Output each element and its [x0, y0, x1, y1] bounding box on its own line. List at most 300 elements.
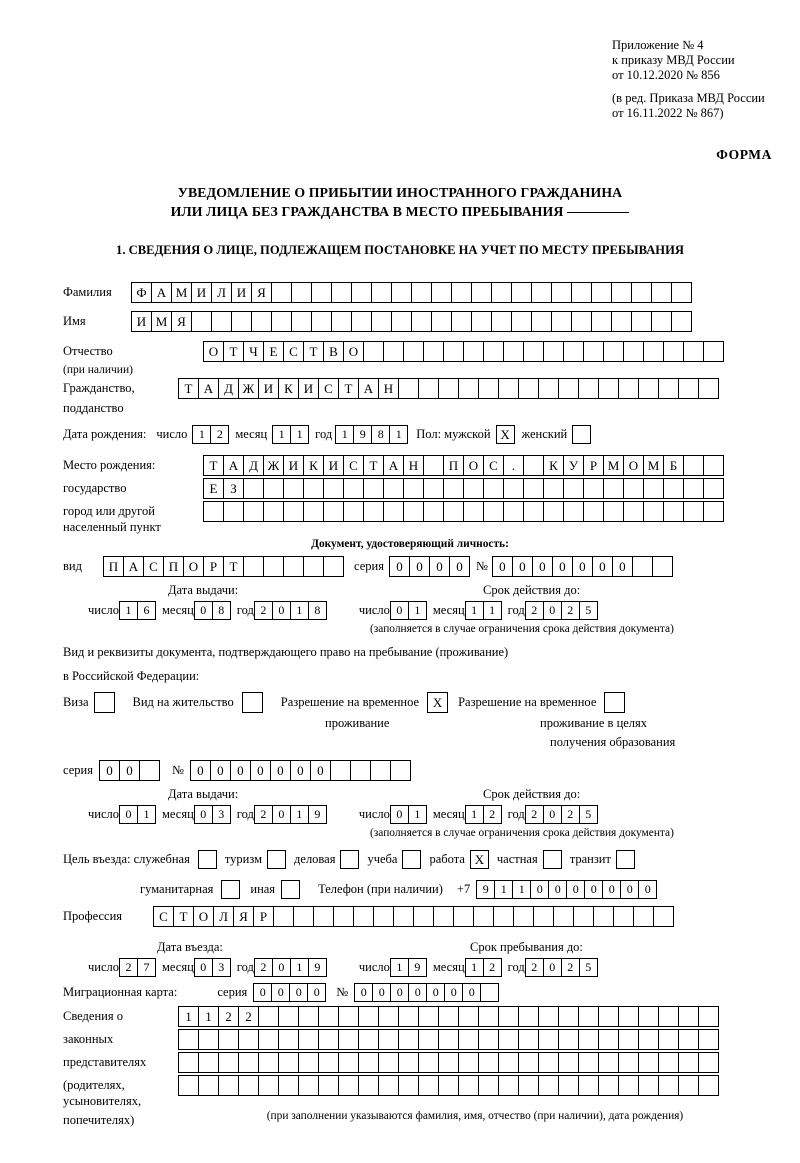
- char-cell[interactable]: И: [131, 311, 152, 332]
- char-cell[interactable]: 1: [137, 805, 156, 824]
- char-cell[interactable]: 0: [390, 601, 409, 620]
- char-cell[interactable]: О: [203, 341, 224, 362]
- char-cell[interactable]: 9: [353, 425, 372, 444]
- char-cell[interactable]: [403, 478, 424, 499]
- char-cell[interactable]: [318, 1006, 339, 1027]
- char-cell[interactable]: [558, 378, 579, 399]
- char-cell[interactable]: О: [193, 906, 214, 927]
- surname-input[interactable]: [131, 282, 692, 303]
- purpose-transit-checkbox[interactable]: [616, 850, 635, 869]
- permit-valid-month-input[interactable]: [465, 805, 502, 824]
- id-doc-issue-year-input[interactable]: [254, 601, 327, 620]
- char-cell[interactable]: [363, 478, 384, 499]
- char-cell[interactable]: [418, 378, 439, 399]
- edu-residence-checkbox[interactable]: [604, 692, 625, 713]
- char-cell[interactable]: Т: [178, 378, 199, 399]
- char-cell[interactable]: 1: [178, 1006, 199, 1027]
- char-cell[interactable]: П: [103, 556, 124, 577]
- permit-issue-month-input[interactable]: [194, 805, 231, 824]
- char-cell[interactable]: Р: [203, 556, 224, 577]
- char-cell[interactable]: 2: [561, 601, 580, 620]
- char-cell[interactable]: [258, 1075, 279, 1096]
- char-cell[interactable]: [413, 906, 434, 927]
- char-cell[interactable]: [623, 501, 644, 522]
- char-cell[interactable]: 6: [137, 601, 156, 620]
- birthplace-line1-input[interactable]: [203, 455, 724, 476]
- char-cell[interactable]: [563, 478, 584, 499]
- char-cell[interactable]: [331, 311, 352, 332]
- char-cell[interactable]: А: [223, 455, 244, 476]
- char-cell[interactable]: [198, 1052, 219, 1073]
- char-cell[interactable]: [438, 1006, 459, 1027]
- char-cell[interactable]: З: [223, 478, 244, 499]
- char-cell[interactable]: [578, 1029, 599, 1050]
- char-cell[interactable]: [338, 1006, 359, 1027]
- char-cell[interactable]: [139, 760, 160, 781]
- char-cell[interactable]: 0: [372, 983, 391, 1002]
- char-cell[interactable]: [398, 1052, 419, 1073]
- char-cell[interactable]: [473, 906, 494, 927]
- char-cell[interactable]: [613, 906, 634, 927]
- char-cell[interactable]: [678, 1029, 699, 1050]
- char-cell[interactable]: [223, 501, 244, 522]
- char-cell[interactable]: 0: [548, 880, 567, 899]
- char-cell[interactable]: [303, 556, 324, 577]
- legal-reps-line4-input[interactable]: [178, 1075, 719, 1096]
- entry-day-input[interactable]: [119, 958, 156, 977]
- char-cell[interactable]: 0: [532, 556, 553, 577]
- char-cell[interactable]: А: [198, 378, 219, 399]
- char-cell[interactable]: [218, 1052, 239, 1073]
- char-cell[interactable]: 0: [409, 556, 430, 577]
- char-cell[interactable]: [478, 1006, 499, 1027]
- char-cell[interactable]: [518, 1006, 539, 1027]
- id-doc-valid-month-input[interactable]: [465, 601, 502, 620]
- permit-issue-year-input[interactable]: [254, 805, 327, 824]
- char-cell[interactable]: 0: [210, 760, 231, 781]
- char-cell[interactable]: [358, 1052, 379, 1073]
- char-cell[interactable]: [443, 478, 464, 499]
- char-cell[interactable]: [318, 1075, 339, 1096]
- char-cell[interactable]: [652, 556, 673, 577]
- char-cell[interactable]: [513, 906, 534, 927]
- char-cell[interactable]: 0: [194, 958, 213, 977]
- char-cell[interactable]: Т: [173, 906, 194, 927]
- char-cell[interactable]: [283, 501, 304, 522]
- char-cell[interactable]: [458, 1075, 479, 1096]
- char-cell[interactable]: [643, 478, 664, 499]
- char-cell[interactable]: 0: [272, 601, 291, 620]
- char-cell[interactable]: [323, 478, 344, 499]
- char-cell[interactable]: 0: [444, 983, 463, 1002]
- char-cell[interactable]: 1: [465, 958, 484, 977]
- char-cell[interactable]: 0: [449, 556, 470, 577]
- char-cell[interactable]: [263, 478, 284, 499]
- char-cell[interactable]: [258, 1052, 279, 1073]
- char-cell[interactable]: [391, 311, 412, 332]
- char-cell[interactable]: 0: [492, 556, 513, 577]
- char-cell[interactable]: [683, 341, 704, 362]
- purpose-business-checkbox[interactable]: [340, 850, 359, 869]
- permit-series-input[interactable]: [99, 760, 160, 781]
- char-cell[interactable]: 0: [426, 983, 445, 1002]
- char-cell[interactable]: [698, 1029, 719, 1050]
- char-cell[interactable]: [451, 311, 472, 332]
- char-cell[interactable]: Т: [223, 556, 244, 577]
- char-cell[interactable]: [583, 501, 604, 522]
- char-cell[interactable]: [618, 378, 639, 399]
- char-cell[interactable]: [498, 378, 519, 399]
- char-cell[interactable]: 0: [270, 760, 291, 781]
- char-cell[interactable]: [363, 501, 384, 522]
- char-cell[interactable]: 0: [230, 760, 251, 781]
- char-cell[interactable]: 0: [290, 760, 311, 781]
- char-cell[interactable]: [398, 1006, 419, 1027]
- char-cell[interactable]: 0: [271, 983, 290, 1002]
- legal-reps-line1-input[interactable]: [178, 1006, 719, 1027]
- char-cell[interactable]: 2: [483, 958, 502, 977]
- char-cell[interactable]: [573, 906, 594, 927]
- char-cell[interactable]: 1: [192, 425, 211, 444]
- char-cell[interactable]: [678, 1075, 699, 1096]
- birth-day-input[interactable]: [192, 425, 229, 444]
- char-cell[interactable]: [443, 341, 464, 362]
- char-cell[interactable]: [458, 1006, 479, 1027]
- char-cell[interactable]: 1: [272, 425, 291, 444]
- char-cell[interactable]: [678, 1006, 699, 1027]
- residence-permit-checkbox[interactable]: [242, 692, 263, 713]
- stay-year-input[interactable]: [525, 958, 598, 977]
- char-cell[interactable]: [358, 1006, 379, 1027]
- char-cell[interactable]: 9: [308, 805, 327, 824]
- char-cell[interactable]: [333, 906, 354, 927]
- char-cell[interactable]: [463, 501, 484, 522]
- char-cell[interactable]: 3: [212, 805, 231, 824]
- char-cell[interactable]: [451, 282, 472, 303]
- char-cell[interactable]: [498, 1029, 519, 1050]
- char-cell[interactable]: [443, 501, 464, 522]
- char-cell[interactable]: [311, 311, 332, 332]
- char-cell[interactable]: [303, 478, 324, 499]
- char-cell[interactable]: [698, 1075, 719, 1096]
- char-cell[interactable]: [638, 378, 659, 399]
- char-cell[interactable]: [343, 501, 364, 522]
- char-cell[interactable]: [523, 478, 544, 499]
- char-cell[interactable]: О: [463, 455, 484, 476]
- char-cell[interactable]: [698, 1052, 719, 1073]
- char-cell[interactable]: [378, 1052, 399, 1073]
- char-cell[interactable]: [273, 906, 294, 927]
- char-cell[interactable]: 0: [408, 983, 427, 1002]
- char-cell[interactable]: [483, 341, 504, 362]
- char-cell[interactable]: С: [483, 455, 504, 476]
- char-cell[interactable]: [618, 1052, 639, 1073]
- char-cell[interactable]: М: [643, 455, 664, 476]
- char-cell[interactable]: [471, 311, 492, 332]
- char-cell[interactable]: [463, 341, 484, 362]
- char-cell[interactable]: [423, 501, 444, 522]
- char-cell[interactable]: Т: [303, 341, 324, 362]
- char-cell[interactable]: 3: [212, 958, 231, 977]
- char-cell[interactable]: [463, 478, 484, 499]
- char-cell[interactable]: [638, 1029, 659, 1050]
- char-cell[interactable]: Р: [583, 455, 604, 476]
- char-cell[interactable]: [418, 1052, 439, 1073]
- char-cell[interactable]: И: [258, 378, 279, 399]
- char-cell[interactable]: [618, 1006, 639, 1027]
- char-cell[interactable]: [390, 760, 411, 781]
- char-cell[interactable]: Т: [223, 341, 244, 362]
- char-cell[interactable]: [298, 1052, 319, 1073]
- char-cell[interactable]: 2: [119, 958, 138, 977]
- char-cell[interactable]: [371, 282, 392, 303]
- char-cell[interactable]: [178, 1075, 199, 1096]
- char-cell[interactable]: [518, 1052, 539, 1073]
- char-cell[interactable]: [651, 311, 672, 332]
- char-cell[interactable]: 0: [119, 805, 138, 824]
- char-cell[interactable]: [418, 1029, 439, 1050]
- char-cell[interactable]: [383, 478, 404, 499]
- char-cell[interactable]: 0: [592, 556, 613, 577]
- char-cell[interactable]: [563, 501, 584, 522]
- char-cell[interactable]: [378, 1075, 399, 1096]
- char-cell[interactable]: Д: [218, 378, 239, 399]
- char-cell[interactable]: [303, 501, 324, 522]
- char-cell[interactable]: 0: [638, 880, 657, 899]
- char-cell[interactable]: [683, 478, 704, 499]
- char-cell[interactable]: А: [151, 282, 172, 303]
- char-cell[interactable]: [698, 1006, 719, 1027]
- char-cell[interactable]: 0: [543, 601, 562, 620]
- char-cell[interactable]: 0: [119, 760, 140, 781]
- char-cell[interactable]: Д: [243, 455, 264, 476]
- char-cell[interactable]: [338, 1029, 359, 1050]
- char-cell[interactable]: 1: [290, 805, 309, 824]
- char-cell[interactable]: [198, 1029, 219, 1050]
- purpose-study-checkbox[interactable]: [402, 850, 421, 869]
- char-cell[interactable]: 8: [212, 601, 231, 620]
- char-cell[interactable]: [671, 282, 692, 303]
- char-cell[interactable]: 5: [579, 805, 598, 824]
- char-cell[interactable]: Ж: [238, 378, 259, 399]
- char-cell[interactable]: [438, 378, 459, 399]
- char-cell[interactable]: [438, 1052, 459, 1073]
- char-cell[interactable]: [298, 1075, 319, 1096]
- char-cell[interactable]: [611, 311, 632, 332]
- char-cell[interactable]: Б: [663, 455, 684, 476]
- purpose-other-checkbox[interactable]: [281, 880, 300, 899]
- char-cell[interactable]: С: [153, 906, 174, 927]
- char-cell[interactable]: 0: [190, 760, 211, 781]
- char-cell[interactable]: [278, 1029, 299, 1050]
- char-cell[interactable]: [603, 341, 624, 362]
- char-cell[interactable]: [378, 1006, 399, 1027]
- char-cell[interactable]: 0: [512, 556, 533, 577]
- char-cell[interactable]: 0: [462, 983, 481, 1002]
- char-cell[interactable]: [238, 1052, 259, 1073]
- char-cell[interactable]: [583, 341, 604, 362]
- char-cell[interactable]: [403, 341, 424, 362]
- char-cell[interactable]: [313, 906, 334, 927]
- purpose-private-checkbox[interactable]: [543, 850, 562, 869]
- char-cell[interactable]: [553, 906, 574, 927]
- permit-valid-year-input[interactable]: [525, 805, 598, 824]
- char-cell[interactable]: [363, 341, 384, 362]
- char-cell[interactable]: 2: [210, 425, 229, 444]
- char-cell[interactable]: [431, 311, 452, 332]
- char-cell[interactable]: 0: [194, 601, 213, 620]
- char-cell[interactable]: [558, 1052, 579, 1073]
- char-cell[interactable]: [643, 341, 664, 362]
- char-cell[interactable]: [578, 1006, 599, 1027]
- char-cell[interactable]: [603, 478, 624, 499]
- purpose-tourism-checkbox[interactable]: [267, 850, 286, 869]
- char-cell[interactable]: .: [503, 455, 524, 476]
- char-cell[interactable]: [278, 1052, 299, 1073]
- char-cell[interactable]: [238, 1075, 259, 1096]
- char-cell[interactable]: [298, 1006, 319, 1027]
- char-cell[interactable]: П: [443, 455, 464, 476]
- char-cell[interactable]: [353, 906, 374, 927]
- char-cell[interactable]: А: [123, 556, 144, 577]
- char-cell[interactable]: [323, 501, 344, 522]
- char-cell[interactable]: [503, 341, 524, 362]
- char-cell[interactable]: И: [231, 282, 252, 303]
- id-doc-issue-month-input[interactable]: [194, 601, 231, 620]
- char-cell[interactable]: [493, 906, 514, 927]
- char-cell[interactable]: [663, 501, 684, 522]
- visa-checkbox[interactable]: [94, 692, 115, 713]
- char-cell[interactable]: У: [563, 455, 584, 476]
- char-cell[interactable]: [243, 478, 264, 499]
- char-cell[interactable]: 0: [272, 805, 291, 824]
- char-cell[interactable]: 0: [389, 556, 410, 577]
- char-cell[interactable]: [423, 478, 444, 499]
- char-cell[interactable]: [663, 478, 684, 499]
- char-cell[interactable]: [523, 501, 544, 522]
- char-cell[interactable]: [603, 501, 624, 522]
- char-cell[interactable]: [263, 556, 284, 577]
- char-cell[interactable]: [643, 501, 664, 522]
- char-cell[interactable]: [498, 1052, 519, 1073]
- char-cell[interactable]: [598, 1006, 619, 1027]
- char-cell[interactable]: [338, 1075, 359, 1096]
- name-input[interactable]: [131, 311, 692, 332]
- char-cell[interactable]: К: [303, 455, 324, 476]
- char-cell[interactable]: 0: [530, 880, 549, 899]
- permit-number-input[interactable]: [190, 760, 411, 781]
- char-cell[interactable]: Р: [253, 906, 274, 927]
- char-cell[interactable]: [511, 282, 532, 303]
- char-cell[interactable]: [278, 1075, 299, 1096]
- char-cell[interactable]: [703, 341, 724, 362]
- char-cell[interactable]: 0: [390, 983, 409, 1002]
- char-cell[interactable]: [323, 556, 344, 577]
- char-cell[interactable]: [198, 1075, 219, 1096]
- char-cell[interactable]: 2: [218, 1006, 239, 1027]
- temp-residence-checkbox[interactable]: X: [427, 692, 448, 713]
- char-cell[interactable]: 2: [238, 1006, 259, 1027]
- patronymic-input[interactable]: [203, 341, 724, 362]
- char-cell[interactable]: [191, 311, 212, 332]
- char-cell[interactable]: [631, 311, 652, 332]
- char-cell[interactable]: [298, 1029, 319, 1050]
- char-cell[interactable]: И: [191, 282, 212, 303]
- char-cell[interactable]: 0: [272, 958, 291, 977]
- char-cell[interactable]: М: [171, 282, 192, 303]
- char-cell[interactable]: П: [163, 556, 184, 577]
- id-doc-number-input[interactable]: [492, 556, 673, 577]
- char-cell[interactable]: 0: [390, 805, 409, 824]
- char-cell[interactable]: [678, 378, 699, 399]
- char-cell[interactable]: [411, 282, 432, 303]
- char-cell[interactable]: [533, 906, 554, 927]
- legal-reps-line2-input[interactable]: [178, 1029, 719, 1050]
- char-cell[interactable]: [411, 311, 432, 332]
- char-cell[interactable]: 2: [254, 958, 273, 977]
- birth-month-input[interactable]: [272, 425, 309, 444]
- char-cell[interactable]: [698, 378, 719, 399]
- char-cell[interactable]: 0: [194, 805, 213, 824]
- char-cell[interactable]: [631, 282, 652, 303]
- char-cell[interactable]: Л: [213, 906, 234, 927]
- char-cell[interactable]: [478, 378, 499, 399]
- char-cell[interactable]: 1: [512, 880, 531, 899]
- char-cell[interactable]: Я: [171, 311, 192, 332]
- permit-issue-day-input[interactable]: [119, 805, 156, 824]
- char-cell[interactable]: 1: [390, 958, 409, 977]
- char-cell[interactable]: [491, 282, 512, 303]
- char-cell[interactable]: 0: [354, 983, 373, 1002]
- char-cell[interactable]: С: [143, 556, 164, 577]
- char-cell[interactable]: А: [383, 455, 404, 476]
- char-cell[interactable]: [478, 1075, 499, 1096]
- char-cell[interactable]: О: [623, 455, 644, 476]
- char-cell[interactable]: [638, 1006, 659, 1027]
- char-cell[interactable]: И: [283, 455, 304, 476]
- char-cell[interactable]: [563, 341, 584, 362]
- char-cell[interactable]: Я: [233, 906, 254, 927]
- char-cell[interactable]: 0: [552, 556, 573, 577]
- char-cell[interactable]: 0: [250, 760, 271, 781]
- char-cell[interactable]: Ж: [263, 455, 284, 476]
- char-cell[interactable]: [398, 1029, 419, 1050]
- purpose-work-checkbox[interactable]: X: [470, 850, 489, 869]
- char-cell[interactable]: [278, 1006, 299, 1027]
- char-cell[interactable]: [438, 1029, 459, 1050]
- char-cell[interactable]: 1: [290, 601, 309, 620]
- char-cell[interactable]: 0: [253, 983, 272, 1002]
- char-cell[interactable]: С: [283, 341, 304, 362]
- char-cell[interactable]: 0: [584, 880, 603, 899]
- char-cell[interactable]: [483, 478, 504, 499]
- char-cell[interactable]: [418, 1006, 439, 1027]
- char-cell[interactable]: [651, 282, 672, 303]
- birth-year-input[interactable]: [335, 425, 408, 444]
- char-cell[interactable]: А: [358, 378, 379, 399]
- char-cell[interactable]: Ф: [131, 282, 152, 303]
- char-cell[interactable]: [653, 906, 674, 927]
- char-cell[interactable]: 1: [494, 880, 513, 899]
- char-cell[interactable]: [483, 501, 504, 522]
- char-cell[interactable]: 1: [465, 601, 484, 620]
- sex-male-checkbox[interactable]: X: [496, 425, 515, 444]
- char-cell[interactable]: [538, 378, 559, 399]
- char-cell[interactable]: 2: [525, 958, 544, 977]
- char-cell[interactable]: [683, 501, 704, 522]
- char-cell[interactable]: 1: [389, 425, 408, 444]
- char-cell[interactable]: [423, 341, 444, 362]
